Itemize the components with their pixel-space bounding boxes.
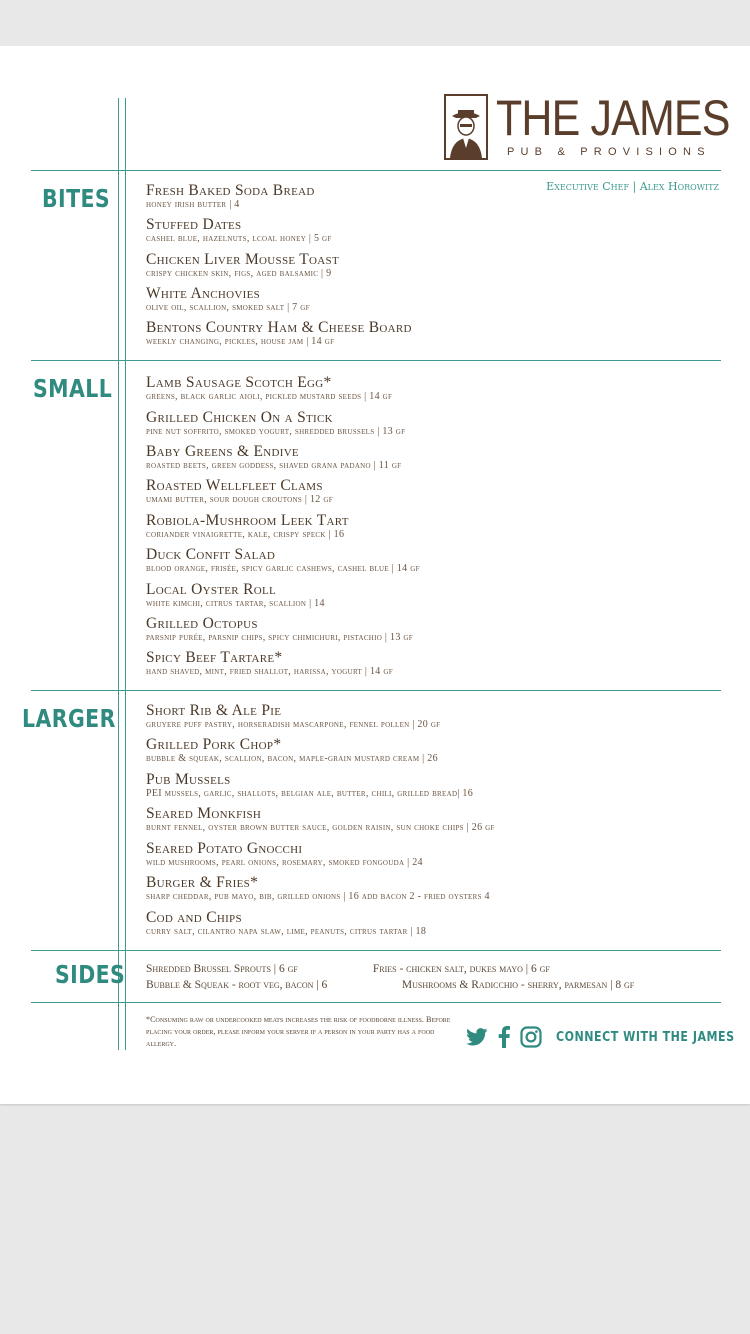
item-description: parsnip purée, parsnip chips, spicy chimichuri, pistachio | 13 gf [146,632,413,643]
item-description: hand shaved, mint, fried shallot, harissa, yogurt | 14 gf [146,666,393,677]
item-description: pine nut soffrito, smoked yogurt, shredded brussels | 13 gf [146,426,406,437]
menu-item [146,182,726,211]
menu-item [146,477,726,506]
item-name: Seared Monkfish [146,805,262,822]
item-name: Stuffed Dates [146,216,242,233]
twitter-icon[interactable] [466,1028,488,1046]
item-name: Cod and Chips [146,909,242,926]
item-name: Grilled Pork Chop* [146,736,282,753]
menu-item [146,805,726,834]
logo-title: THE JAMES [496,90,730,146]
section-divider [31,360,721,361]
item-description: bubble & squeak, scallion, bacon, maple-grain mustard cream | 26 [146,753,438,764]
item-description: gruyere puff pastry, horseradish mascarpone, fennel pollen | 20 gf [146,719,441,730]
side-item: Fries - chicken salt, dukes mayo | 6 gf [372,963,550,975]
menu-item [146,702,726,731]
item-description: olive oil, scallion, smoked salt | 7 gf [146,302,310,313]
item-description: sharp cheddar, pub mayo, bib, grilled onions | 16 add bacon 2 - fried oysters 4 [146,891,490,902]
logo-portrait-icon [444,94,488,160]
item-description: crispy chicken skin, figs, aged balsamic | 9 [146,268,332,279]
section-divider [31,1002,721,1003]
item-description: greens, black garlic aioli, pickled mustard seeds | 14 gf [146,391,393,402]
sides-row [146,963,550,975]
item-name: Seared Potato Gnocchi [146,840,303,857]
item-name: Spicy Beef Tartare* [146,649,283,666]
allergy-disclaimer: *Consuming raw or undercooked meats increases the risk of foodborne illness. Before placing your order, please inform your server if a person in your party has a food allergy. [146,1015,451,1048]
item-description: roasted beets, green goddess, shaved grana padano | 11 gf [146,460,402,471]
item-name: Grilled Octopus [146,615,258,632]
menu-item [146,840,726,869]
menu-item [146,319,726,348]
item-description: burnt fennel, oyster brown butter sauce, golden raisin, sun choke chips | 26 gf [146,822,495,833]
vertical-rule [118,98,119,1050]
item-name: Bentons Country Ham & Cheese Board [146,319,412,336]
item-name: Fresh Baked Soda Bread [146,182,315,199]
chef-credit: Executive Chef | Alex Horowitz [546,180,719,193]
menu-item [146,443,726,472]
menu-item [146,615,726,644]
side-item: Mushrooms & Radicchio - sherry, parmesan | 8 gf [401,979,635,991]
sides-row [146,979,634,991]
item-description: white kimchi, citrus tartar, scallion | 14 [146,598,325,609]
section-title-small: SMALL [33,374,113,403]
menu-item [146,409,726,438]
item-description: blood orange, frisée, spicy garlic cashews, cashel blue | 14 gf [146,563,420,574]
section-divider [31,690,721,691]
social-links [466,1024,750,1050]
side-item: Shredded Brussel Sprouts | 6 gf [146,963,298,975]
menu-item [146,216,726,245]
logo-subtitle: PUB & PROVISIONS [507,146,711,158]
menu-item [146,771,726,800]
menu-item [146,874,726,903]
menu-item [146,909,726,938]
logo [444,90,730,162]
menu-item [146,374,726,403]
item-description: honey irish butter | 4 [146,199,240,210]
item-name: Burger & Fries* [146,874,259,891]
section-title-bites: BITES [42,184,111,213]
facebook-icon[interactable] [498,1026,510,1048]
item-description: cashel blue, hazelnuts, lcoal honey | 5 gf [146,233,332,244]
item-description: coriander vinaigrette, kale, crispy speck | 16 [146,529,345,540]
instagram-icon[interactable] [520,1026,542,1048]
menu-item [146,736,726,765]
menu-item [146,581,726,610]
item-name: Short Rib & Ale Pie [146,702,282,719]
item-name: Local Oyster Roll [146,581,277,598]
item-description: PEI mussels, garlic, shallots, belgian ale, butter, chili, grilled bread| 16 [146,788,474,799]
side-item: Bubble & Squeak - root veg, bacon | 6 [146,979,328,991]
item-description: umami butter, sour dough croutons | 12 gf [146,494,333,505]
item-name: Duck Confit Salad [146,546,276,563]
item-description: weekly changing, pickles, house jam | 14 gf [146,336,335,347]
item-description: wild mushrooms, pearl onions, rosemary, smoked fongouda | 24 [146,857,423,868]
section-title-larger: LARGER [22,704,116,733]
menu-page [0,46,750,1104]
item-name: Chicken Liver Mousse Toast [146,251,339,268]
vertical-rule [125,98,126,1050]
section-divider [31,950,721,951]
item-name: Pub Mussels [146,771,231,788]
menu-item [146,649,726,678]
menu-item [146,285,726,314]
menu-item [146,546,726,575]
item-name: Roasted Wellfleet Clams [146,477,323,494]
connect-label: CONNECT WITH THE JAMES [556,1029,735,1045]
section-title-sides: SIDES [55,960,126,989]
item-description: curry salt, cilantro napa slaw, lime, peanuts, citrus tartar | 18 [146,926,427,937]
item-name: Lamb Sausage Scotch Egg* [146,374,332,391]
item-name: Baby Greens & Endive [146,443,299,460]
section-divider [31,170,721,171]
menu-item [146,251,726,280]
item-name: Robiola-Mushroom Leek Tart [146,512,349,529]
menu-item [146,512,726,541]
item-name: White Anchovies [146,285,261,302]
item-name: Grilled Chicken On a Stick [146,409,333,426]
